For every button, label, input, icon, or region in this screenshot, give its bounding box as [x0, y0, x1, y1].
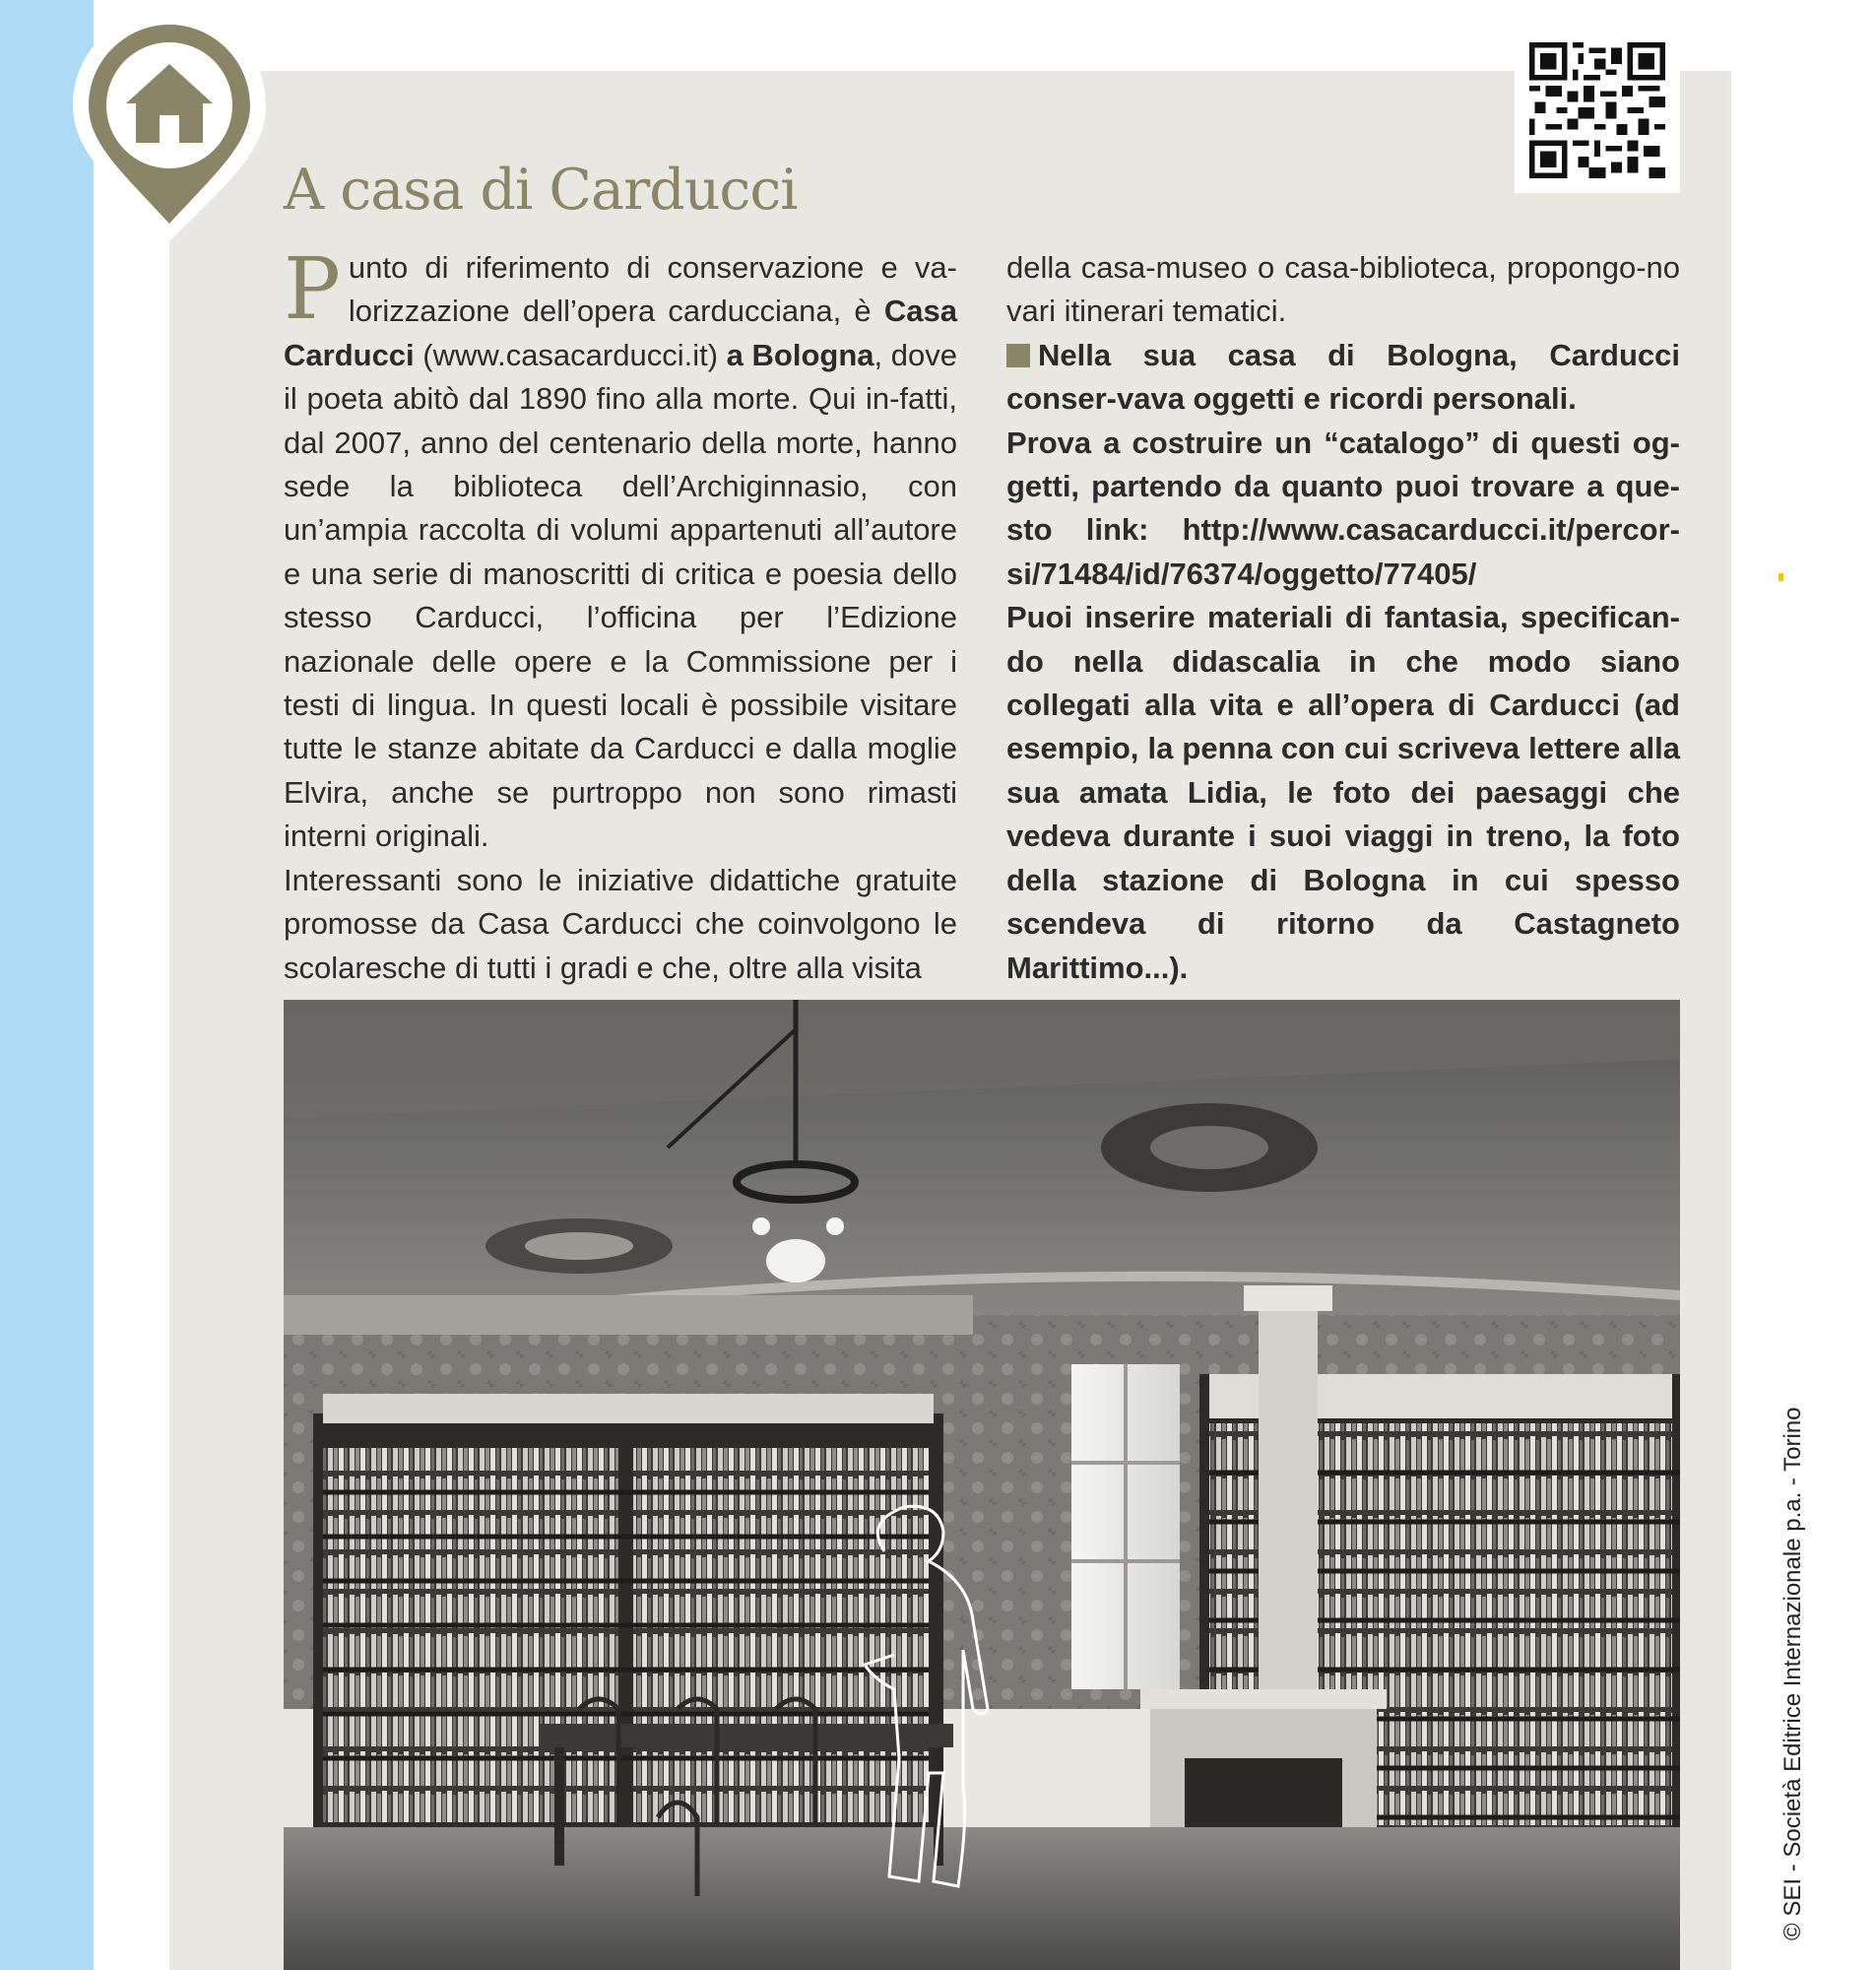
page-title: A casa di Carducci [284, 158, 798, 223]
library-room-photo [284, 1000, 1680, 1970]
task-more: Puoi inserire materiali di fantasia, specifican-do nella didascalia in che modo siano collegati alla vita e all’opera di Carducci (ad esempio, la penna con cui scriveva lettere alla sua amata Lidia, le foto dei paesaggi che vedeva durante i suoi viaggi in treno, la foto della stazione di Bologna in cui spesso scendeva di ritorno da Castagneto Marittimo...). [1006, 600, 1680, 985]
left-text-column [284, 240, 957, 990]
intro-text-d: a Bologna [726, 337, 874, 372]
intro-paragraph [284, 240, 957, 859]
intro-text-a: unto di riferimento di conservazione e va-lorizzazione dell’opera carducciana, è [348, 250, 957, 329]
task-body: Prova a costruire un “catalogo” di questi og-getti, partendo da quanto puoi trovare a que-sto link: http://www.casacarducci.it/percor-si/71484/id/76374/oggetto/77405/ [1006, 425, 1680, 591]
right-text-column [1006, 246, 1680, 990]
intro-text-b: Casa Carducci [284, 294, 957, 372]
initiatives-paragraph: Interessanti sono le iniziative didattiche gratuite promosse da Casa Carducci che coinvolgono le scolaresche di tutti i gradi e che, oltre alla visita [284, 862, 957, 985]
square-bullet-icon [1006, 344, 1030, 367]
yellow-marker [1779, 573, 1783, 581]
intro-text-e: , dove il poeta abitò dal 1890 fino alla morte. Qui in-fatti, dal 2007, anno del centenario della morte, hanno sede la biblioteca dell’Archiginnasio, con un’ampia raccolta di volumi appartenuti all’autore e una serie di manoscritti di critica e poesia dello stesso Carducci, l’officina per l’Edizione nazionale delle opere e la Commissione per i testi di lingua. In questi locali è possibile visitare tutte le stanze abitate da Carducci e dalla moglie Elvira, anche se purtroppo non sono rimasti interni originali. [284, 337, 957, 854]
drop-cap: P [284, 240, 341, 339]
intro-link-text: (www.casacarducci.it) [414, 337, 727, 372]
left-sidebar-strip [0, 0, 94, 1970]
copyright-notice: © SEI - Società Editrice Internazionale p.a. - Torino [1779, 1407, 1806, 1940]
qr-code[interactable] [1515, 28, 1680, 193]
task-lead-text: Nella sua casa di Bologna, Carducci conser-vava oggetti e ricordi personali. [1006, 337, 1680, 417]
itineraries-paragraph: della casa-museo o casa-biblioteca, propongo-no vari itinerari tematici. [1006, 250, 1680, 329]
task-lead [1006, 334, 1680, 422]
home-location-pin-icon [69, 5, 271, 246]
